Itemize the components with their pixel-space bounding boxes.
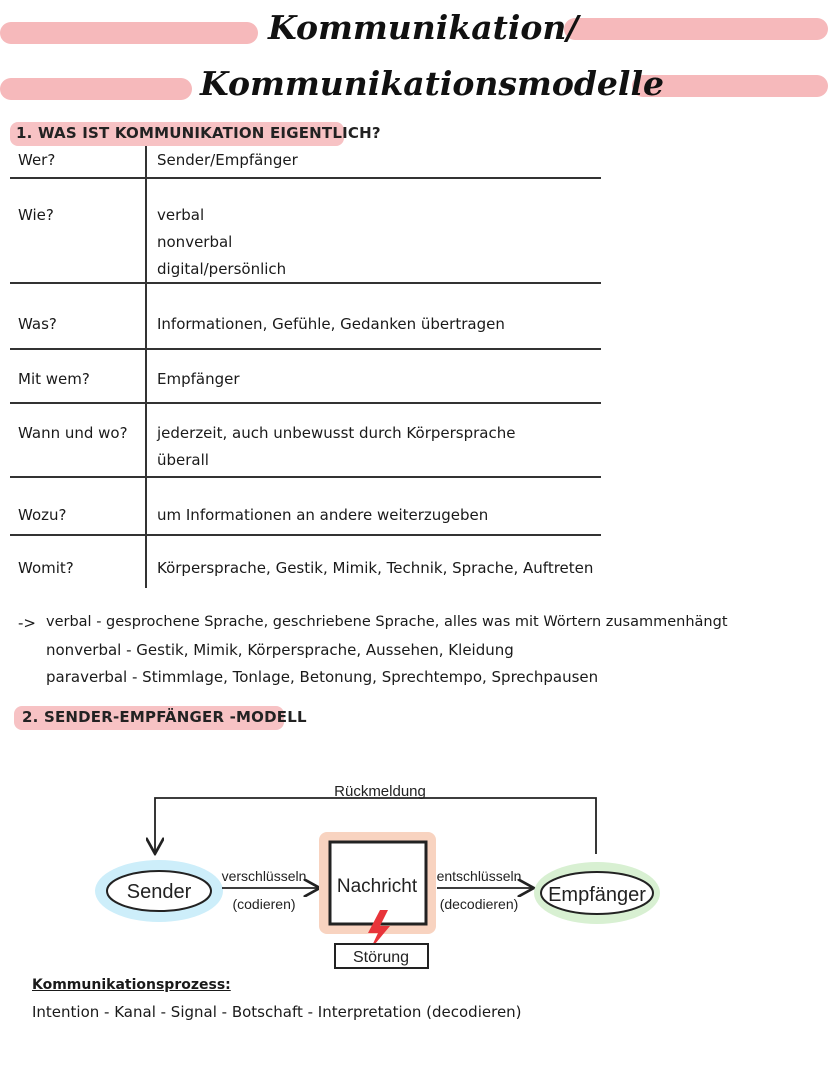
encode-sub-label: (codieren) — [232, 896, 296, 912]
table-row-question: Wer? — [18, 151, 56, 169]
table-row-question: Womit? — [18, 559, 74, 577]
notes-line-nonverbal: nonverbal - Gestik, Mimik, Körpersprache, Aussehen, Kleidung — [46, 641, 514, 659]
receiver-label: Empfänger — [548, 884, 646, 906]
table-row-question: Wann und wo? — [18, 424, 128, 442]
title-stripe-left-2 — [0, 78, 192, 100]
table-row-answer: Empfänger — [157, 370, 240, 388]
table-row-answer: Sender/Empfänger — [157, 151, 298, 169]
table-divider-vertical — [145, 146, 147, 588]
process-text: Intention - Kanal - Signal - Botschaft - Interpretation (decodieren) — [32, 1003, 522, 1021]
title-stripe-right-1 — [564, 18, 828, 40]
page-title-line2: Kommunikationsmodelle — [200, 64, 664, 103]
table-row-separator — [10, 348, 601, 350]
table-row-answer: jederzeit, auch unbewusst durch Körpersprache — [157, 424, 516, 442]
notes-arrow: -> — [18, 614, 36, 632]
table-row-answer: Körpersprache, Gestik, Mimik, Technik, Sprache, Auftreten — [157, 559, 594, 577]
table-row-question: Was? — [18, 315, 57, 333]
table-row-answer: nonverbal — [157, 233, 233, 251]
table-row-answer: verbal — [157, 206, 205, 224]
noise-label: Störung — [352, 949, 410, 966]
encode-label: verschlüsseln — [221, 868, 307, 884]
table-row-separator — [10, 534, 601, 536]
notes-line-paraverbal: paraverbal - Stimmlage, Tonlage, Betonung, Sprechtempo, Sprechpausen — [46, 668, 599, 686]
table-row-separator — [10, 177, 601, 179]
feedback-label: Rückmeldung — [334, 783, 426, 800]
table-row-question: Wozu? — [18, 506, 67, 524]
table-row-answer: Informationen, Gefühle, Gedanken übertragen — [157, 315, 505, 333]
decode-label: entschlüsseln — [436, 868, 522, 884]
title-stripe-left-1 — [0, 22, 258, 44]
message-label: Nachricht — [336, 876, 418, 897]
section1-heading: 1. WAS IST KOMMUNIKATION EIGENTLICH? — [16, 124, 381, 142]
table-row-answer: um Informationen an andere weiterzugeben — [157, 506, 489, 524]
table-row-separator — [10, 476, 601, 478]
table-row-separator — [10, 402, 601, 404]
process-label: Kommunikationsprozess: — [32, 977, 231, 993]
table-row-answer: digital/persönlich — [157, 260, 287, 278]
decode-sub-label: (decodieren) — [439, 896, 519, 912]
sender-label: Sender — [126, 881, 192, 903]
section2-heading: 2. SENDER-EMPFÄNGER -MODELL — [22, 708, 307, 726]
table-row-answer: überall — [157, 451, 209, 469]
notes-line-verbal: verbal - gesprochene Sprache, geschriebene Sprache, alles was mit Wörtern zusammenhängt — [46, 614, 728, 630]
table-row-question: Mit wem? — [18, 370, 90, 388]
page-title-line1: Kommunikation/ — [268, 8, 579, 47]
sender-receiver-diagram — [0, 760, 828, 980]
table-row-separator — [10, 282, 601, 284]
table-row-question: Wie? — [18, 206, 54, 224]
